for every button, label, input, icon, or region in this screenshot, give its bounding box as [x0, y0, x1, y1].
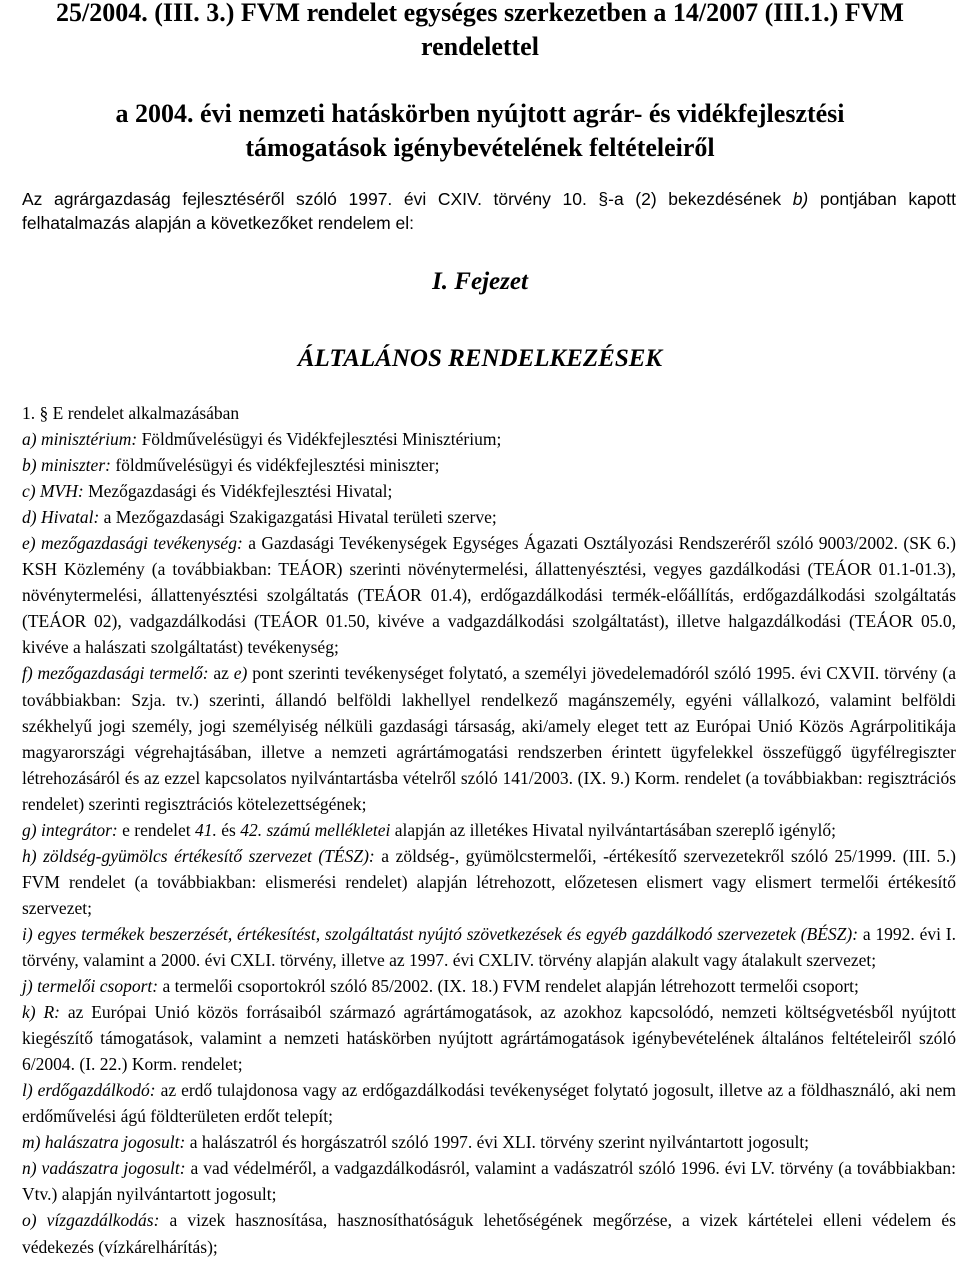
- definition-l: [22, 1077, 956, 1129]
- definition-label: h) zöldség-gyümölcs értékesítő szervezet (TÉSZ):: [22, 845, 375, 866]
- definition-k: [22, 999, 956, 1077]
- definition-label: o) vízgazdálkodás:: [22, 1210, 160, 1231]
- definition-e: [22, 530, 956, 660]
- definition-m: [22, 1129, 956, 1155]
- definition-i: [22, 921, 956, 973]
- definition-text: Földművelésügyi és Vidékfejlesztési Minisztérium;: [137, 429, 502, 450]
- definition-text: alapján az illetékes Hivatal nyilvántartásában szereplő igénylő;: [390, 819, 836, 840]
- section-1: [22, 400, 956, 1260]
- preamble-point-ref: b): [792, 189, 809, 209]
- definition-b: [22, 452, 956, 478]
- definition-h: [22, 843, 956, 921]
- definition-text: az: [208, 663, 234, 684]
- chapter-number-text: I. Fejezet: [432, 268, 528, 295]
- definition-label: g) integrátor:: [22, 819, 118, 840]
- title-line-1: 25/2004. (III. 3.) FVM rendelet egységes szerkezetben a 14/2007 (III.1.) FVM: [56, 0, 904, 27]
- definition-o: [22, 1207, 956, 1259]
- definition-text: a Gazdasági Tevékenységek Egységes Ágazati Osztályozási Rendszeréről szóló 9003/2002. (SK 6.) KSH Közlemény (a továbbiakban: TEÁOR) szerinti növénytermelési, állattenyésztési, vegyes gazdálkodási (TEÁOR 01.1-01.3), növénytermelési, állattenyésztési szolgáltatás (TEÁOR 01.4), erdőgazdálkodási termék-előállítás, erdőgazdálkodási szolgáltatás (TEÁOR 02), vadgazdálkodási (TEÁOR 01.50, kivéve a vadgazdálkodási szolgáltatást), illetve halgazdálkodási (TEÁOR 05.0, kivéve a halászati szolgáltatást) tevékenység;: [22, 533, 957, 658]
- definition-label: f) mezőgazdasági termelő:: [22, 663, 209, 684]
- title-line-2: rendelettel: [421, 32, 539, 61]
- definition-f: [22, 660, 956, 816]
- definition-text: a vad védelméről, a vadgazdálkodásról, valamint a vadászatról szóló 1996. évi LV. törvény (a továbbiakban: Vtv.) alapján nyilvántartott jogosult;: [22, 1158, 956, 1205]
- chapter-heading: ÁLTALÁNOS RENDELKEZÉSEK: [297, 345, 663, 372]
- definition-n: [22, 1155, 956, 1207]
- definition-c: [22, 478, 956, 504]
- definition-a: [22, 426, 956, 452]
- definition-label: a) minisztérium:: [22, 429, 138, 450]
- title-line-3: a 2004. évi nemzeti hatáskörben nyújtott agrár- és vidékfejlesztési: [115, 99, 845, 128]
- definition-label: i) egyes termékek beszerzését, értékesítést, szolgáltatást nyújtó szövetkezések és egyéb gazdálkodó szervezetek (BÉSZ):: [22, 923, 859, 944]
- definition-label: j) termelői csoport:: [22, 976, 159, 997]
- definition-label: n) vadászatra jogosult:: [22, 1158, 186, 1179]
- definition-g: [22, 817, 956, 843]
- definition-label: d) Hivatal:: [22, 507, 100, 528]
- definition-label: k) R:: [22, 1002, 60, 1023]
- definition-j: [22, 973, 956, 999]
- definition-text: pont szerinti tevékenységet folytató, a személyi jövedelemadóról szóló 1995. évi CXVII. törvény (a továbbiakban: Szja. tv.) szerinti, állandó belföldi lakhellyel rendelkező magánszemély, egyéni vállalkozó, valamint belföldi székhelyű jogi személy, jogi személyiség nélküli gazdasági társaság, aki/amely eleget tett az Európai Unió Közös Agrárpolitikája magyarországi végrehajtásában, illetve a nemzeti agrártámogatási rendszerben érintett ügyfelekkel összefüggő ügyfélregiszter létrehozásáról és az ezzel kapcsolatos nyilvántartásba vételről szóló 141/2003. (IX. 9.) Korm. rendelet (a továbbiakban: regisztrációs rendelet) szerinti regisztrációs kötelezettségének;: [22, 663, 956, 814]
- definition-text: a halászatról és horgászatról szóló 1997. évi XLI. törvény szerint nyilvántartott jogosult;: [185, 1132, 810, 1153]
- definition-ref: 41.: [195, 819, 217, 840]
- document-title: [0, 0, 960, 64]
- definition-text: a Mezőgazdasági Szakigazgatási Hivatal területi szerve;: [99, 507, 497, 528]
- definition-text: az erdő tulajdonosa vagy az erdőgazdálkodási tevékenységet folytató jogosult, illetve az a földhasználó, aki nem erdőművelési ágú földterületen erdőt telepít;: [22, 1080, 957, 1127]
- preamble-text-a: Az agrárgazdaság fejlesztéséről szóló 1997. évi CXIV. törvény 10. §-a (2) bekezdésének: [22, 189, 793, 209]
- definition-d: [22, 504, 956, 530]
- definition-text: a 1992. évi I. törvény, valamint a 2000. évi CXLI. törvény, illetve az 1997. évi CXLIV. törvény alapján alakult vagy átalakult szervezet;: [22, 923, 956, 970]
- definition-label: b) miniszter:: [22, 455, 111, 476]
- definition-text: a vizek hasznosítása, hasznosíthatóságuk lehetőségének megőrzése, a vizek kártételei elleni védelem és védekezés (vízkárelhárítás);: [22, 1210, 956, 1257]
- definition-label: e) mezőgazdasági tevékenység:: [22, 533, 243, 554]
- definition-text: Mezőgazdasági és Vidékfejlesztési Hivatal;: [83, 481, 393, 502]
- definition-text: a termelői csoportokról szóló 85/2002. (IX. 18.) FVM rendelet alapján létrehozott termelői csoport;: [158, 976, 859, 997]
- definition-ref: e): [233, 663, 248, 684]
- definition-label: l) erdőgazdálkodó:: [22, 1080, 156, 1101]
- section-1-intro: 1. § E rendelet alkalmazásában: [22, 403, 240, 423]
- title-line-4: támogatások igénybevételének feltételeiről: [245, 133, 715, 162]
- definition-ref: 42. számú mellékletei: [240, 819, 391, 840]
- preamble-text-c: pontjában kapott felhatalmazás alapján a következőket rendelem el:: [22, 189, 956, 233]
- definition-text: e rendelet: [117, 819, 196, 840]
- definition-label: m) halászatra jogosult:: [22, 1132, 186, 1153]
- chapter-number: [0, 268, 960, 296]
- definition-text: és: [216, 819, 241, 840]
- definition-text: az Európai Unió közös forrásaiból származó agrártámogatások, az azokhoz kapcsolódó, nemzeti költségvetésből nyújtott kiegészítő támogatások, valamint a nemzeti hatáskörben nyújtott agrártámogatások igénybevételének általános feltételeiről szóló 6/2004. (I. 22.) Korm. rendelet;: [22, 1002, 956, 1075]
- definition-text: a zöldség-, gyümölcstermelői, -értékesítő szervezetekről szóló 25/1999. (III. 5.) FVM rendelet (a továbbiakban: elismerési rendelet) alapján létrehozott, előzetesen elismert vagy elismert termelői értékesítő szervezet;: [22, 845, 956, 918]
- preamble: [22, 187, 956, 235]
- document-subtitle: [0, 97, 960, 165]
- definition-label: c) MVH:: [22, 481, 84, 502]
- definition-text: földművelésügyi és vidékfejlesztési miniszter;: [110, 455, 440, 476]
